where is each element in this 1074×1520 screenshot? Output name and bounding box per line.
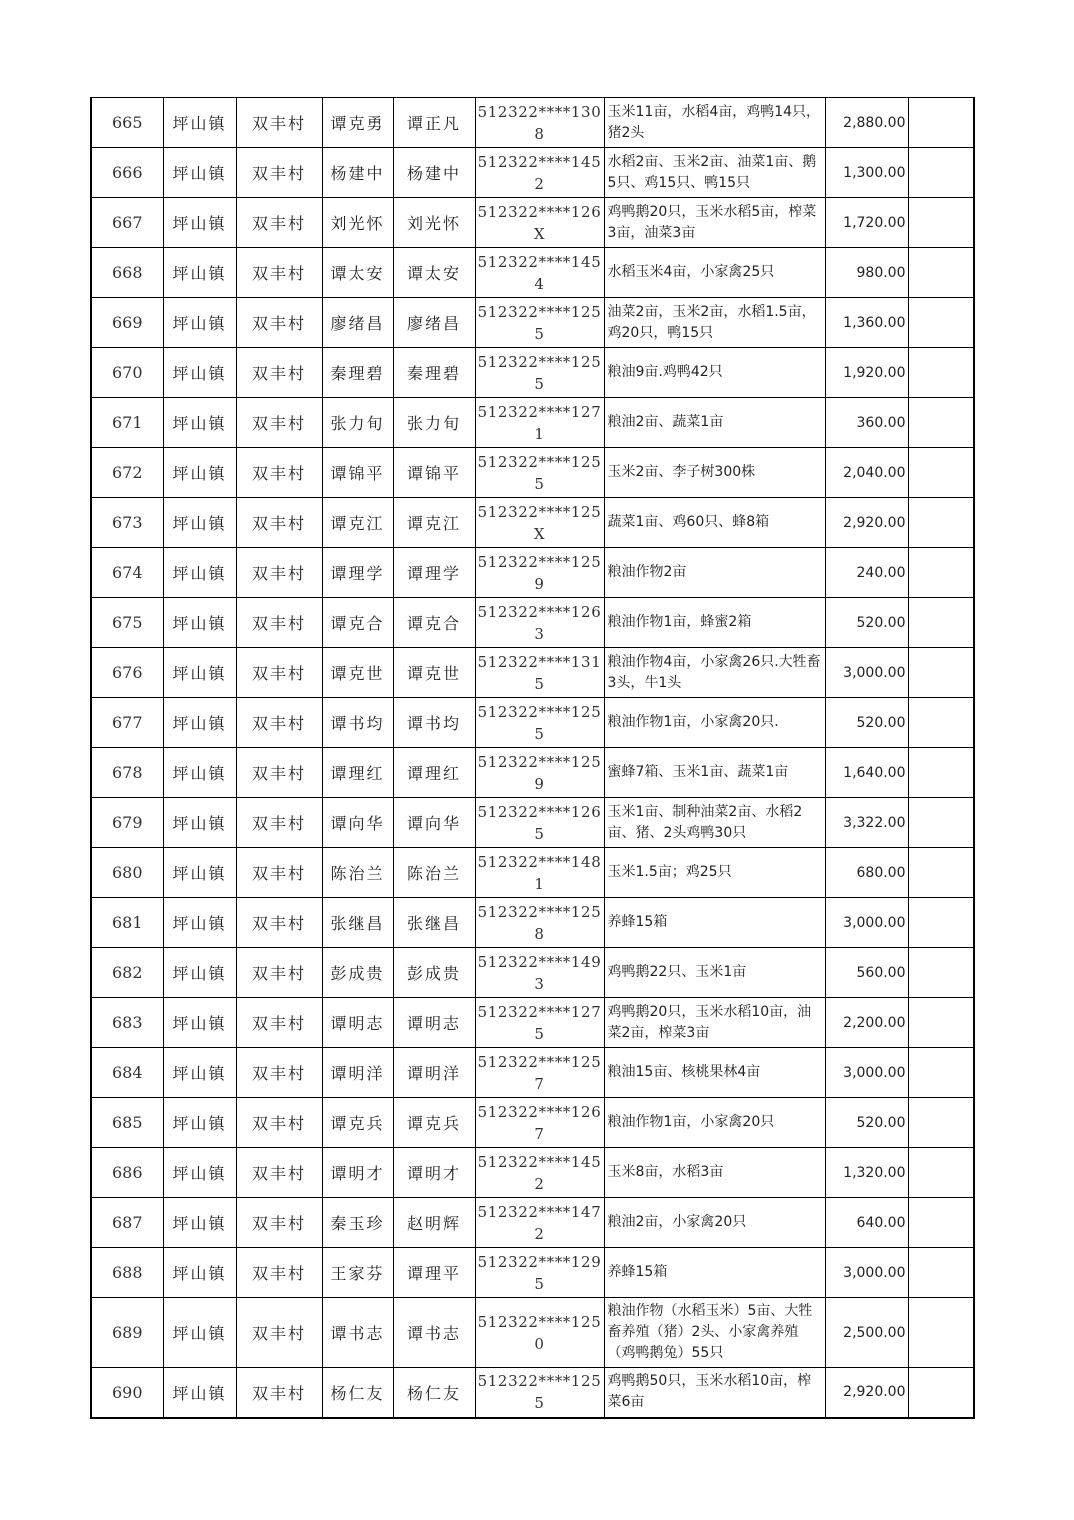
village-cell: 双丰村: [236, 848, 322, 898]
description-cell: 粮油9亩.鸡鸭42只: [604, 348, 825, 398]
description-cell: 玉米2亩、李子树300株: [604, 448, 825, 498]
payee-cell: 廖绪昌: [393, 298, 475, 348]
table-row: [91, 648, 974, 698]
id-number-cell: 512322****126X: [475, 198, 604, 248]
name-cell: 谭书均: [322, 698, 393, 748]
town-cell: 坪山镇: [163, 1148, 236, 1198]
description-cell: 粮油作物4亩，小家禽26只.大牲畜3头，牛1头: [604, 648, 825, 698]
name-cell: 谭书志: [322, 1298, 393, 1368]
town-cell: 坪山镇: [163, 748, 236, 798]
id-number-cell: 512322****1259: [475, 748, 604, 798]
name-cell: 谭克勇: [322, 98, 393, 148]
table-row: [91, 1098, 974, 1148]
remark-cell: [908, 298, 974, 348]
payee-cell: 谭太安: [393, 248, 475, 298]
remark-cell: [908, 248, 974, 298]
amount-cell: 3,322.00: [825, 798, 908, 848]
payee-cell: 谭理红: [393, 748, 475, 798]
remark-cell: [908, 1198, 974, 1248]
village-cell: 双丰村: [236, 748, 322, 798]
row-number: 684: [91, 1048, 163, 1098]
town-cell: 坪山镇: [163, 698, 236, 748]
table-row: [91, 148, 974, 198]
payee-cell: 谭明志: [393, 998, 475, 1048]
description-cell: 粮油2亩、蔬菜1亩: [604, 398, 825, 448]
village-cell: 双丰村: [236, 998, 322, 1048]
amount-cell: 1,360.00: [825, 298, 908, 348]
name-cell: 谭理红: [322, 748, 393, 798]
payee-cell: 赵明辉: [393, 1198, 475, 1248]
village-cell: 双丰村: [236, 798, 322, 848]
table-row: [91, 698, 974, 748]
name-cell: 谭明洋: [322, 1048, 393, 1098]
payee-cell: 谭理平: [393, 1248, 475, 1298]
village-cell: 双丰村: [236, 398, 322, 448]
amount-cell: 520.00: [825, 1098, 908, 1148]
table-row: [91, 998, 974, 1048]
description-cell: 鸡鸭鹅22只、玉米1亩: [604, 948, 825, 998]
amount-cell: 680.00: [825, 848, 908, 898]
town-cell: 坪山镇: [163, 598, 236, 648]
row-number: 674: [91, 548, 163, 598]
id-number-cell: 512322****125X: [475, 498, 604, 548]
amount-cell: 1,320.00: [825, 1148, 908, 1198]
town-cell: 坪山镇: [163, 498, 236, 548]
payee-cell: 谭克世: [393, 648, 475, 698]
id-number-cell: 512322****1493: [475, 948, 604, 998]
amount-cell: 360.00: [825, 398, 908, 448]
row-number: 669: [91, 298, 163, 348]
amount-cell: 240.00: [825, 548, 908, 598]
payee-cell: 杨建中: [393, 148, 475, 198]
name-cell: 谭克合: [322, 598, 393, 648]
payee-cell: 刘光怀: [393, 198, 475, 248]
village-cell: 双丰村: [236, 1248, 322, 1298]
row-number: 687: [91, 1198, 163, 1248]
row-number: 681: [91, 898, 163, 948]
table-row: [91, 1298, 974, 1368]
payee-cell: 谭向华: [393, 798, 475, 848]
village-cell: 双丰村: [236, 248, 322, 298]
village-cell: 双丰村: [236, 98, 322, 148]
name-cell: 杨仁友: [322, 1368, 393, 1418]
id-number-cell: 512322****1263: [475, 598, 604, 648]
town-cell: 坪山镇: [163, 898, 236, 948]
id-number-cell: 512322****1267: [475, 1098, 604, 1148]
payee-cell: 谭理学: [393, 548, 475, 598]
table-row: [91, 98, 974, 148]
village-cell: 双丰村: [236, 1048, 322, 1098]
town-cell: 坪山镇: [163, 848, 236, 898]
id-number-cell: 512322****1255: [475, 348, 604, 398]
description-cell: 玉米1亩、制种油菜2亩、水稻2亩、猪、2头鸡鸭30只: [604, 798, 825, 848]
row-number: 690: [91, 1368, 163, 1418]
table-row: [91, 748, 974, 798]
table-row: [91, 298, 974, 348]
id-number-cell: 512322****1452: [475, 148, 604, 198]
id-number-cell: 512322****1295: [475, 1248, 604, 1298]
id-number-cell: 512322****1255: [475, 1368, 604, 1418]
description-cell: 养蜂15箱: [604, 898, 825, 948]
amount-cell: 2,880.00: [825, 98, 908, 148]
name-cell: 谭向华: [322, 798, 393, 848]
table-row: [91, 498, 974, 548]
village-cell: 双丰村: [236, 648, 322, 698]
subsidy-table: [90, 97, 975, 1419]
table-row: [91, 898, 974, 948]
table-row: [91, 948, 974, 998]
town-cell: 坪山镇: [163, 398, 236, 448]
description-cell: 水稻玉米4亩，小家禽25只: [604, 248, 825, 298]
payee-cell: 陈治兰: [393, 848, 475, 898]
id-number-cell: 512322****1255: [475, 698, 604, 748]
row-number: 666: [91, 148, 163, 198]
payee-cell: 秦理碧: [393, 348, 475, 398]
row-number: 667: [91, 198, 163, 248]
remark-cell: [908, 1368, 974, 1418]
description-cell: 鸡鸭鹅50只，玉米水稻10亩，榨菜6亩: [604, 1368, 825, 1418]
name-cell: 秦玉珍: [322, 1198, 393, 1248]
id-number-cell: 512322****1271: [475, 398, 604, 448]
table-row: [91, 248, 974, 298]
village-cell: 双丰村: [236, 298, 322, 348]
table-row: [91, 198, 974, 248]
name-cell: 刘光怀: [322, 198, 393, 248]
town-cell: 坪山镇: [163, 548, 236, 598]
row-number: 688: [91, 1248, 163, 1298]
remark-cell: [908, 1148, 974, 1198]
id-number-cell: 512322****1255: [475, 448, 604, 498]
payee-cell: 谭克兵: [393, 1098, 475, 1148]
row-number: 689: [91, 1298, 163, 1368]
description-cell: 玉米8亩，水稻3亩: [604, 1148, 825, 1198]
row-number: 686: [91, 1148, 163, 1198]
description-cell: 粮油作物1亩，小家禽20只: [604, 1098, 825, 1148]
remark-cell: [908, 1248, 974, 1298]
amount-cell: 3,000.00: [825, 898, 908, 948]
remark-cell: [908, 748, 974, 798]
description-cell: 粮油15亩、核桃果林4亩: [604, 1048, 825, 1098]
description-cell: 油菜2亩，玉米2亩，水稻1.5亩，鸡20只，鸭15只: [604, 298, 825, 348]
remark-cell: [908, 648, 974, 698]
remark-cell: [908, 448, 974, 498]
town-cell: 坪山镇: [163, 798, 236, 848]
remark-cell: [908, 198, 974, 248]
payee-cell: 谭锦平: [393, 448, 475, 498]
table-row: [91, 848, 974, 898]
amount-cell: 3,000.00: [825, 1248, 908, 1298]
name-cell: 张继昌: [322, 898, 393, 948]
town-cell: 坪山镇: [163, 1248, 236, 1298]
row-number: 678: [91, 748, 163, 798]
name-cell: 杨建中: [322, 148, 393, 198]
table-row: [91, 548, 974, 598]
description-cell: 养蜂15箱: [604, 1248, 825, 1298]
payee-cell: 谭明洋: [393, 1048, 475, 1098]
village-cell: 双丰村: [236, 1198, 322, 1248]
description-cell: 粮油作物1亩，蜂蜜2箱: [604, 598, 825, 648]
town-cell: 坪山镇: [163, 248, 236, 298]
description-cell: 玉米1.5亩；鸡25只: [604, 848, 825, 898]
description-cell: 蔬菜1亩、鸡60只、蜂8箱: [604, 498, 825, 548]
description-cell: 粮油2亩，小家禽20只: [604, 1198, 825, 1248]
table-row: [91, 1148, 974, 1198]
row-number: 677: [91, 698, 163, 748]
town-cell: 坪山镇: [163, 1368, 236, 1418]
name-cell: 张力旬: [322, 398, 393, 448]
payee-cell: 谭书志: [393, 1298, 475, 1368]
payee-cell: 杨仁友: [393, 1368, 475, 1418]
row-number: 673: [91, 498, 163, 548]
id-number-cell: 512322****1454: [475, 248, 604, 298]
name-cell: 陈治兰: [322, 848, 393, 898]
village-cell: 双丰村: [236, 1148, 322, 1198]
row-number: 671: [91, 398, 163, 448]
village-cell: 双丰村: [236, 198, 322, 248]
description-cell: 鸡鸭鹅20只，玉米水稻5亩，榨菜3亩，油菜3亩: [604, 198, 825, 248]
remark-cell: [908, 1098, 974, 1148]
row-number: 679: [91, 798, 163, 848]
table-row: [91, 1198, 974, 1248]
amount-cell: 3,000.00: [825, 1048, 908, 1098]
description-cell: 粮油作物1亩，小家禽20只.: [604, 698, 825, 748]
town-cell: 坪山镇: [163, 1298, 236, 1368]
town-cell: 坪山镇: [163, 648, 236, 698]
remark-cell: [908, 798, 974, 848]
name-cell: 谭明志: [322, 998, 393, 1048]
description-cell: 水稻2亩、玉米2亩、油菜1亩、鹅5只、鸡15只、鸭15只: [604, 148, 825, 198]
payee-cell: 张力旬: [393, 398, 475, 448]
village-cell: 双丰村: [236, 948, 322, 998]
id-number-cell: 512322****1315: [475, 648, 604, 698]
row-number: 670: [91, 348, 163, 398]
town-cell: 坪山镇: [163, 148, 236, 198]
table-row: [91, 1368, 974, 1418]
village-cell: 双丰村: [236, 1298, 322, 1368]
village-cell: 双丰村: [236, 1368, 322, 1418]
amount-cell: 560.00: [825, 948, 908, 998]
village-cell: 双丰村: [236, 1098, 322, 1148]
remark-cell: [908, 848, 974, 898]
remark-cell: [908, 348, 974, 398]
amount-cell: 1,300.00: [825, 148, 908, 198]
town-cell: 坪山镇: [163, 998, 236, 1048]
table-row: [91, 348, 974, 398]
remark-cell: [908, 698, 974, 748]
table-row: [91, 598, 974, 648]
name-cell: 谭克兵: [322, 1098, 393, 1148]
remark-cell: [908, 998, 974, 1048]
id-number-cell: 512322****1472: [475, 1198, 604, 1248]
remark-cell: [908, 398, 974, 448]
row-number: 672: [91, 448, 163, 498]
table-row: [91, 1248, 974, 1298]
remark-cell: [908, 548, 974, 598]
village-cell: 双丰村: [236, 598, 322, 648]
town-cell: 坪山镇: [163, 198, 236, 248]
village-cell: 双丰村: [236, 348, 322, 398]
village-cell: 双丰村: [236, 448, 322, 498]
name-cell: 王家芬: [322, 1248, 393, 1298]
town-cell: 坪山镇: [163, 448, 236, 498]
amount-cell: 1,640.00: [825, 748, 908, 798]
id-number-cell: 512322****1275: [475, 998, 604, 1048]
name-cell: 谭锦平: [322, 448, 393, 498]
table-row: [91, 798, 974, 848]
village-cell: 双丰村: [236, 548, 322, 598]
amount-cell: 2,040.00: [825, 448, 908, 498]
town-cell: 坪山镇: [163, 98, 236, 148]
remark-cell: [908, 98, 974, 148]
id-number-cell: 512322****1308: [475, 98, 604, 148]
description-cell: 粮油作物（水稻玉米）5亩、大牲畜养殖（猪）2头、小家禽养殖（鸡鸭鹅兔）55只: [604, 1298, 825, 1368]
payee-cell: 张继昌: [393, 898, 475, 948]
description-cell: 鸡鸭鹅20只，玉米水稻10亩，油菜2亩，榨菜3亩: [604, 998, 825, 1048]
row-number: 685: [91, 1098, 163, 1148]
amount-cell: 2,920.00: [825, 498, 908, 548]
id-number-cell: 512322****1265: [475, 798, 604, 848]
village-cell: 双丰村: [236, 498, 322, 548]
amount-cell: 520.00: [825, 698, 908, 748]
row-number: 683: [91, 998, 163, 1048]
amount-cell: 1,920.00: [825, 348, 908, 398]
id-number-cell: 512322****1452: [475, 1148, 604, 1198]
town-cell: 坪山镇: [163, 1048, 236, 1098]
town-cell: 坪山镇: [163, 298, 236, 348]
amount-cell: 2,200.00: [825, 998, 908, 1048]
amount-cell: 980.00: [825, 248, 908, 298]
row-number: 668: [91, 248, 163, 298]
remark-cell: [908, 898, 974, 948]
remark-cell: [908, 148, 974, 198]
payee-cell: 谭正凡: [393, 98, 475, 148]
name-cell: 彭成贵: [322, 948, 393, 998]
town-cell: 坪山镇: [163, 1098, 236, 1148]
table-row: [91, 1048, 974, 1098]
town-cell: 坪山镇: [163, 1198, 236, 1248]
amount-cell: 640.00: [825, 1198, 908, 1248]
name-cell: 秦理碧: [322, 348, 393, 398]
name-cell: 谭太安: [322, 248, 393, 298]
remark-cell: [908, 1298, 974, 1368]
table-row: [91, 398, 974, 448]
row-number: 676: [91, 648, 163, 698]
table-row: [91, 448, 974, 498]
remark-cell: [908, 498, 974, 548]
name-cell: 谭克江: [322, 498, 393, 548]
id-number-cell: 512322****1481: [475, 848, 604, 898]
remark-cell: [908, 1048, 974, 1098]
payee-cell: 彭成贵: [393, 948, 475, 998]
name-cell: 廖绪昌: [322, 298, 393, 348]
id-number-cell: 512322****1250: [475, 1298, 604, 1368]
remark-cell: [908, 598, 974, 648]
row-number: 682: [91, 948, 163, 998]
payee-cell: 谭克合: [393, 598, 475, 648]
amount-cell: 3,000.00: [825, 648, 908, 698]
name-cell: 谭明才: [322, 1148, 393, 1198]
description-cell: 蜜蜂7箱、玉米1亩、蔬菜1亩: [604, 748, 825, 798]
name-cell: 谭克世: [322, 648, 393, 698]
payee-cell: 谭书均: [393, 698, 475, 748]
id-number-cell: 512322****1257: [475, 1048, 604, 1098]
id-number-cell: 512322****1258: [475, 898, 604, 948]
row-number: 675: [91, 598, 163, 648]
town-cell: 坪山镇: [163, 948, 236, 998]
row-number: 665: [91, 98, 163, 148]
amount-cell: 2,920.00: [825, 1368, 908, 1418]
amount-cell: 1,720.00: [825, 198, 908, 248]
payee-cell: 谭明才: [393, 1148, 475, 1198]
description-cell: 玉米11亩，水稻4亩，鸡鸭14只，猪2头: [604, 98, 825, 148]
amount-cell: 2,500.00: [825, 1298, 908, 1368]
id-number-cell: 512322****1259: [475, 548, 604, 598]
id-number-cell: 512322****1255: [475, 298, 604, 348]
amount-cell: 520.00: [825, 598, 908, 648]
description-cell: 粮油作物2亩: [604, 548, 825, 598]
remark-cell: [908, 948, 974, 998]
row-number: 680: [91, 848, 163, 898]
village-cell: 双丰村: [236, 698, 322, 748]
name-cell: 谭理学: [322, 548, 393, 598]
payee-cell: 谭克江: [393, 498, 475, 548]
town-cell: 坪山镇: [163, 348, 236, 398]
village-cell: 双丰村: [236, 148, 322, 198]
village-cell: 双丰村: [236, 898, 322, 948]
